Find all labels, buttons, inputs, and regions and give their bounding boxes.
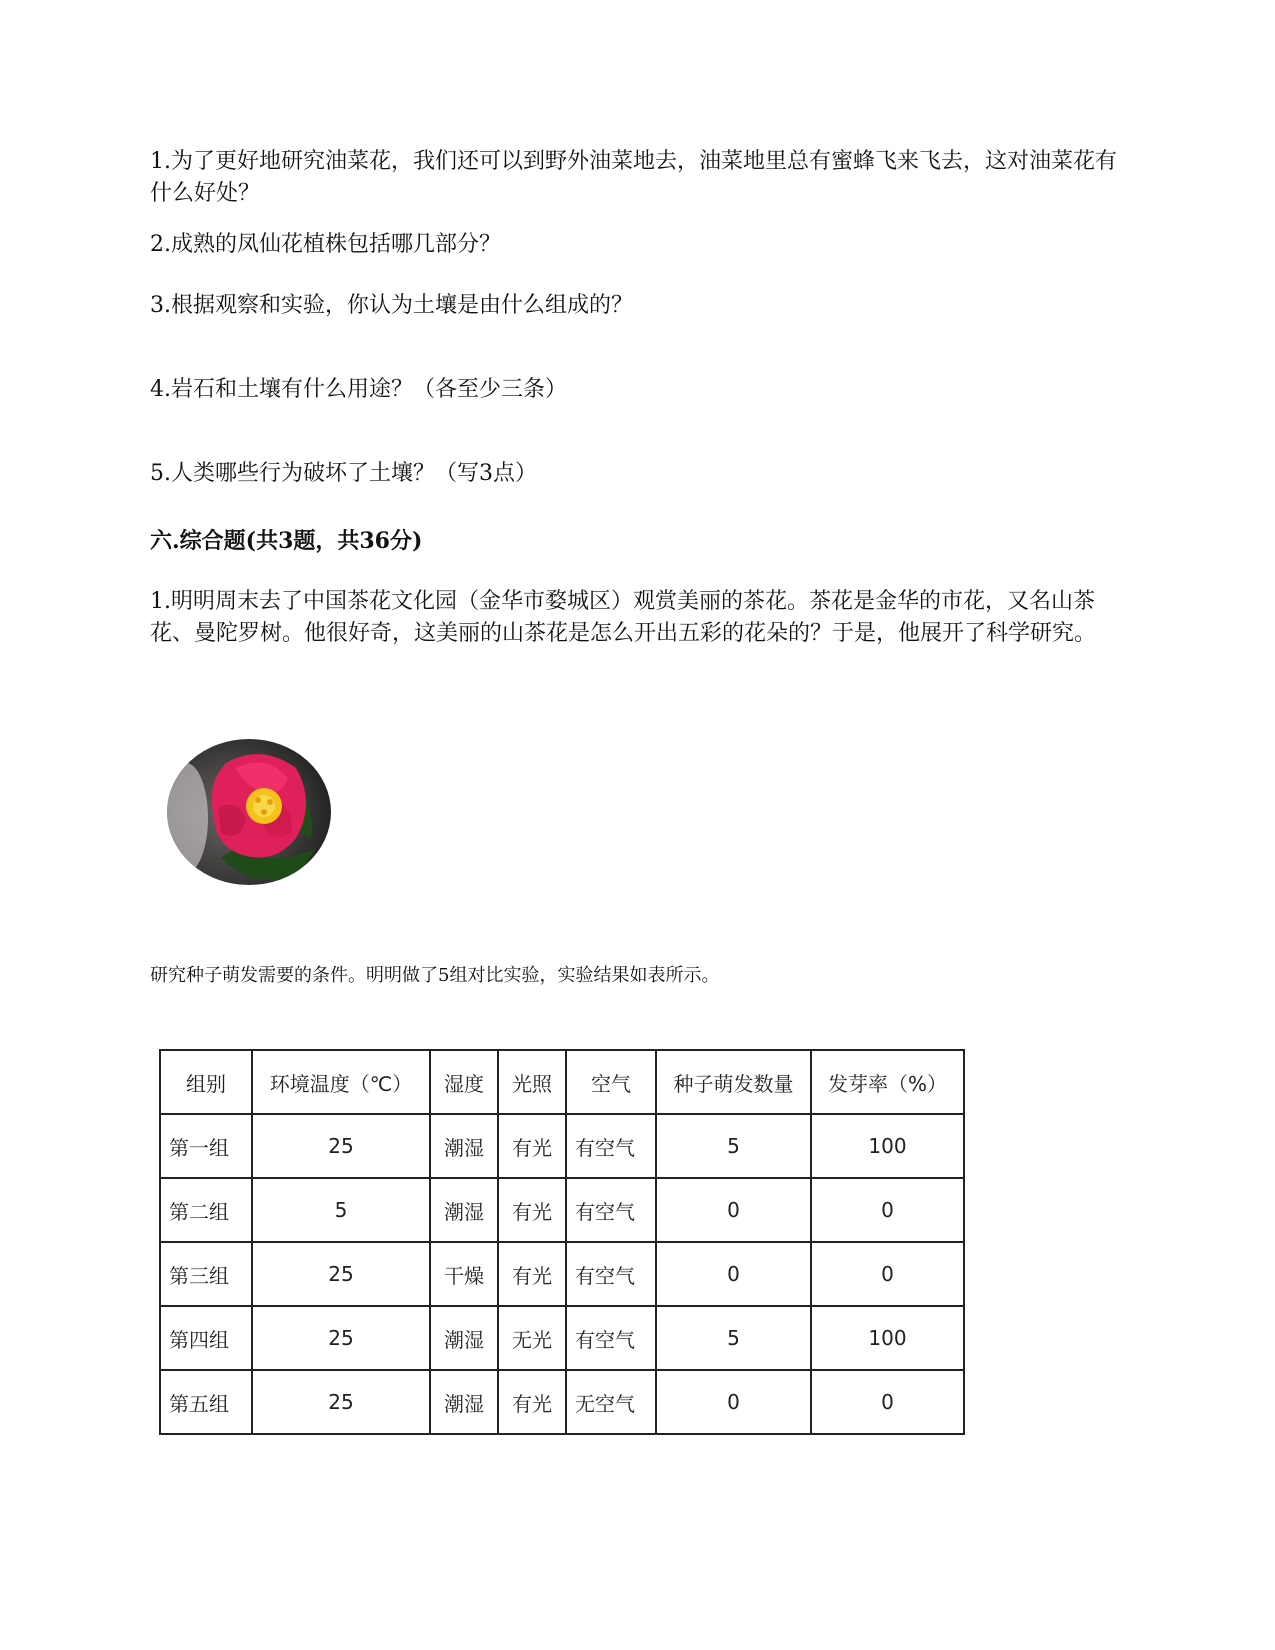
- table-header: 空气: [566, 1050, 656, 1114]
- table-cell: 0: [656, 1178, 811, 1242]
- table-cell: 25: [252, 1370, 430, 1434]
- table-cell: 潮湿: [430, 1114, 498, 1178]
- table-header: 环境温度（℃）: [252, 1050, 430, 1114]
- table-cell: 有空气: [566, 1242, 656, 1306]
- table-cell: 100: [811, 1114, 964, 1178]
- table-row: [160, 1370, 964, 1434]
- table-cell: 有光: [498, 1178, 566, 1242]
- table-cell: 0: [811, 1242, 964, 1306]
- table-header: 光照: [498, 1050, 566, 1114]
- table-cell: 5: [656, 1114, 811, 1178]
- table-cell: 有光: [498, 1370, 566, 1434]
- table-cell: 有光: [498, 1242, 566, 1306]
- table-cell: 有空气: [566, 1178, 656, 1242]
- table-cell: 第二组: [160, 1178, 252, 1242]
- table-cell: 干燥: [430, 1242, 498, 1306]
- comprehensive-question-1: 1.明明周末去了中国茶花文化园（金华市婺城区）观赏美丽的茶花。茶花是金华的市花，又名山茶花、曼陀罗树。他很好奇，这美丽的山茶花是怎么开出五彩的花朵的？于是，他展开了科学研究。: [150, 589, 1097, 646]
- table-cell: 潮湿: [430, 1178, 498, 1242]
- table-cell: 0: [811, 1178, 964, 1242]
- table-row: [160, 1242, 964, 1306]
- section-heading: 六.综合题(共3题，共36分): [150, 528, 423, 554]
- table-row: [160, 1306, 964, 1370]
- table-header: 湿度: [430, 1050, 498, 1114]
- table-header: 组别: [160, 1050, 252, 1114]
- table-cell: 无空气: [566, 1370, 656, 1434]
- table-row: [160, 1114, 964, 1178]
- table-cell: 5: [252, 1178, 430, 1242]
- question-2: 2.成熟的凤仙花植株包括哪几部分？: [150, 232, 501, 257]
- table-cell: 0: [656, 1370, 811, 1434]
- table-cell: 5: [656, 1306, 811, 1370]
- question-4: 4.岩石和土壤有什么用途？（各至少三条）: [150, 377, 567, 402]
- camellia-flower-image: [166, 738, 332, 890]
- table-cell: 潮湿: [430, 1370, 498, 1434]
- table-header-row: [160, 1050, 964, 1114]
- table-row: [160, 1178, 964, 1242]
- germination-table: [159, 1049, 965, 1435]
- table-header: 种子萌发数量: [656, 1050, 811, 1114]
- table-cell: 第三组: [160, 1242, 252, 1306]
- table-cell: 无光: [498, 1306, 566, 1370]
- table-cell: 0: [811, 1370, 964, 1434]
- experiment-intro: 研究种子萌发需要的条件。明明做了5组对比实验，实验结果如表所示。: [150, 965, 720, 986]
- table-cell: 第一组: [160, 1114, 252, 1178]
- table-cell: 25: [252, 1114, 430, 1178]
- question-5: 5.人类哪些行为破坏了土壤？（写3点）: [150, 461, 537, 486]
- table-header: 发芽率（%）: [811, 1050, 964, 1114]
- table-cell: 有光: [498, 1114, 566, 1178]
- table-cell: 潮湿: [430, 1306, 498, 1370]
- table-cell: 0: [656, 1242, 811, 1306]
- table-cell: 第四组: [160, 1306, 252, 1370]
- table-cell: 25: [252, 1242, 430, 1306]
- table-cell: 第五组: [160, 1370, 252, 1434]
- table-cell: 25: [252, 1306, 430, 1370]
- question-3: 3.根据观察和实验，你认为土壤是由什么组成的？: [150, 293, 633, 318]
- table-cell: 有空气: [566, 1306, 656, 1370]
- table-cell: 100: [811, 1306, 964, 1370]
- question-1: 1.为了更好地研究油菜花，我们还可以到野外油菜地去，油菜地里总有蜜蜂飞来飞去，这对油菜花有什么好处？: [150, 149, 1117, 206]
- table-cell: 有空气: [566, 1114, 656, 1178]
